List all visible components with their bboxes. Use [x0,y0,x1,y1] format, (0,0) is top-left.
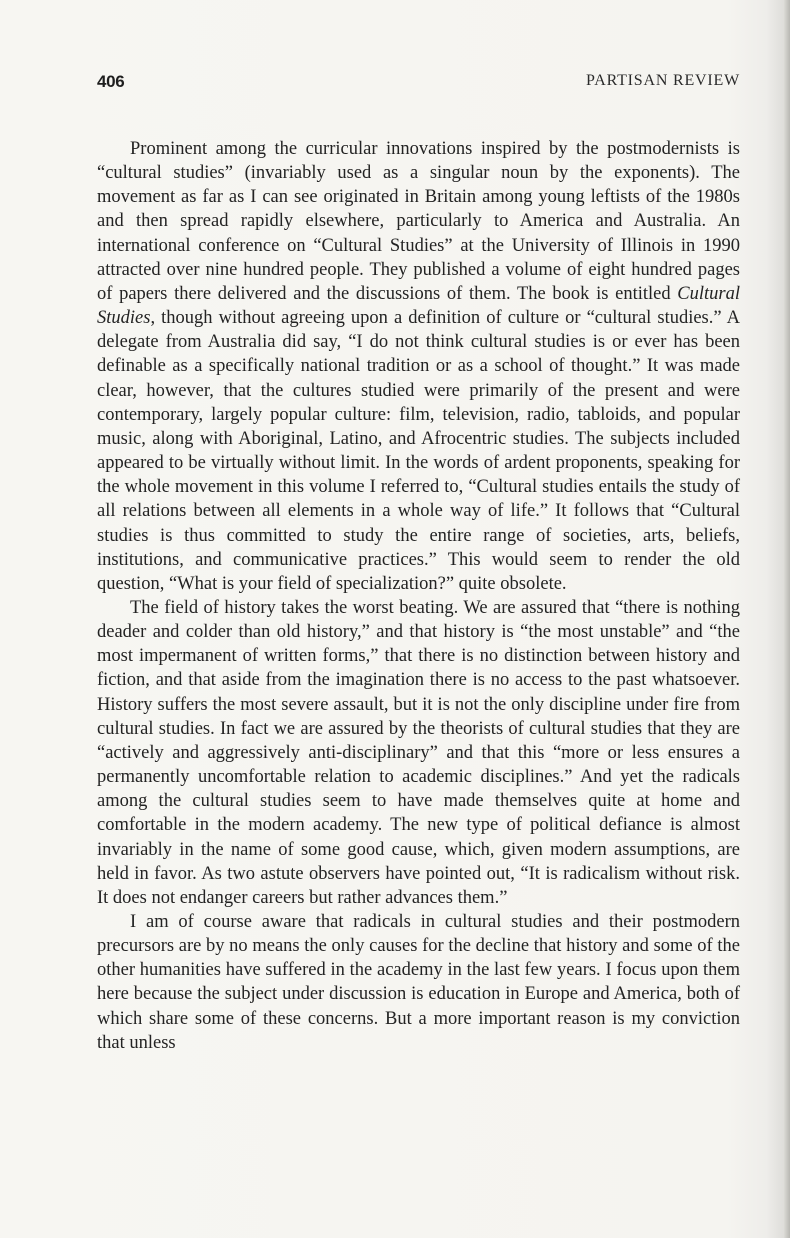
paragraph-1-text-b: , though without agreeing upon a definition of culture or “cultural studies.” A delegate from Australia did say, “I do not think cultural studies is or ever has been definable as a specifically national tradition or as a school of thought.” It was made clear, however, that the cultures studied were primarily of the present and were contemporary, largely popular culture: film, television, radio, tabloids, and popular music, along with Aboriginal, Latino, and Afrocentric studies. The subjects included appeared to be virtually without limit. In the words of ardent proponents, speaking for the whole movement in this volume I referred to, “Cultural studies entails the study of all relations between all elements in a whole way of life.” It follows that “Cultural studies is thus committed to study the entire range of societies, arts, beliefs, institutions, and communicative practices.” This would seem to render the old question, “What is your field of specialization?” quite obsolete. [97,308,740,594]
body-text [97,137,740,1055]
paragraph-1-text-a: Prominent among the curricular innovations inspired by the postmodernists is “cultural studies” (invariably used as a singular noun by the exponents). The movement as far as I can see originated in Britain among young leftists of the 1980s and then spread rapidly elsewhere, particularly to America and Australia. An international conference on “Cultural Studies” at the University of Illinois in 1990 attracted over nine hundred people. They published a volume of eight hundred pages of papers there delivered and the discussions of them. The book is entitled [97,139,740,304]
paragraph-3: I am of course aware that radicals in cultural studies and their postmodern precursors are by no means the only causes for the decline that history and some of the other humanities have suffered in the academy in the last few years. I focus upon them here because the subject under discussion is education in Europe and America, both of which share some of these concerns. But a more important reason is my conviction that unless [97,912,740,1053]
paragraph-1 [97,137,740,596]
running-head: PARTISAN REVIEW [585,72,740,89]
page-edge-shadow [784,0,790,1238]
book-title-italic: Cultural Studies [97,283,740,329]
paragraph-2: The field of history takes the worst beating. We are assured that “there is nothing deader and colder than old history,” and that history is “the most unstable” and “the most impermanent of written forms,” that there is no distinction between history and fiction, and that aside from the imagination there is no access to the past whatsoever. History suffers the most severe assault, but it is not the only discipline under fire from cultural studies. In fact we are assured by the theorists of cultural studies that they are “actively and aggressively anti-disciplinary” and that this “more or less ensures a permanently uncomfortable relation to academic disciplines.” And yet the radicals among the cultural studies seem to have made themselves quite at home and comfortable in the modern academy. The new type of political defiance is almost invariably in the name of some good cause, which, given modern assumptions, are held in favor. As two astute observers have pointed out, “It is radicalism without risk. It does not endanger careers but rather advances them.” [97,597,740,908]
page-number: 406 [97,72,125,91]
